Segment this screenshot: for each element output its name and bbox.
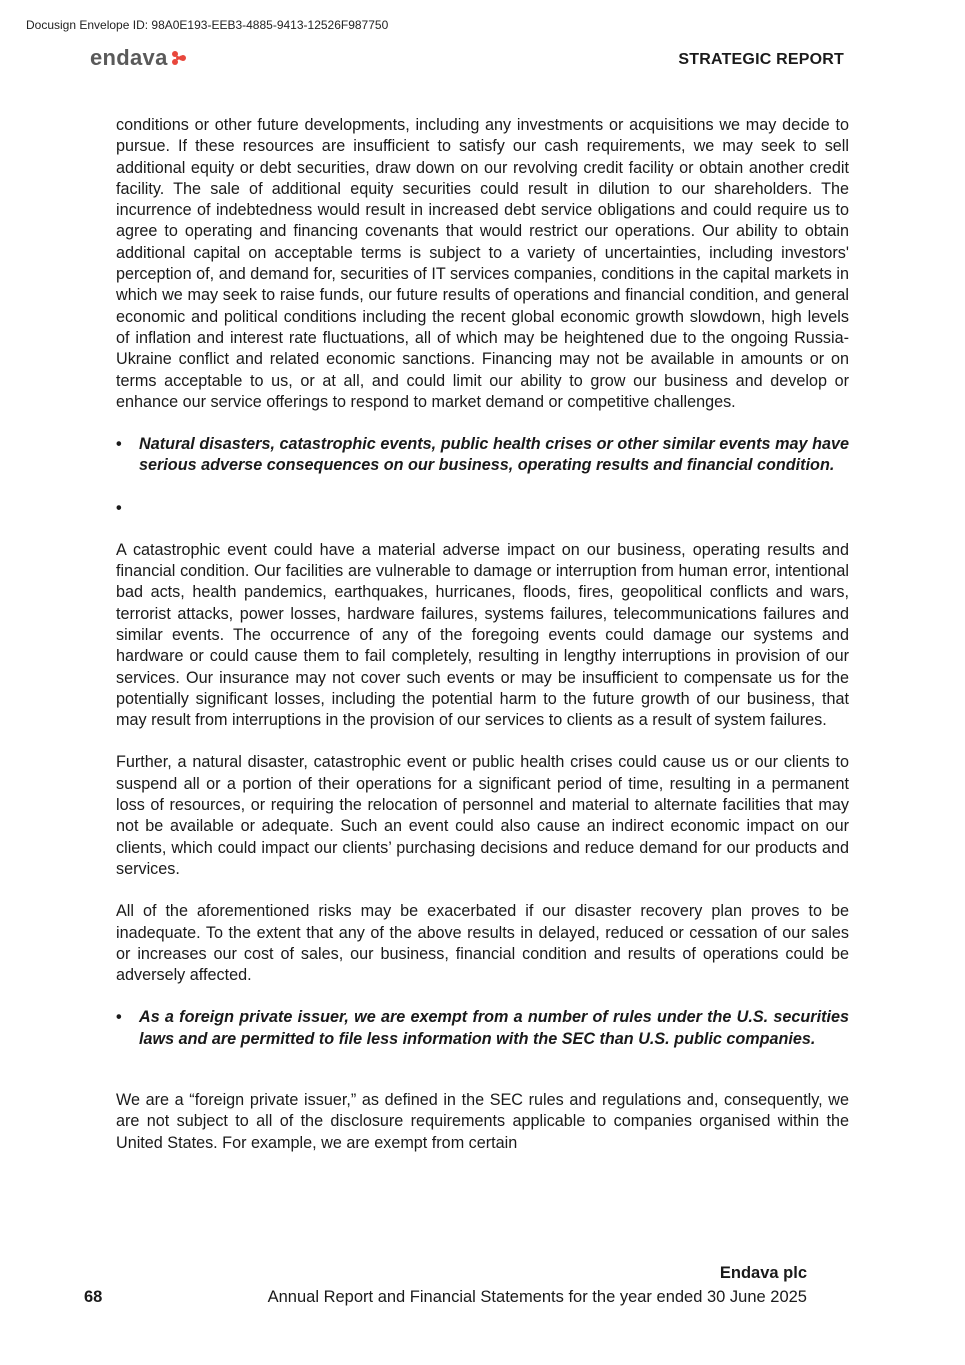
- bullet-icon: •: [116, 435, 122, 454]
- page-content: [116, 115, 849, 1154]
- paragraph-catastrophic-event: A catastrophic event could have a material adverse impact on our business, operating results and financial condition. Our facilities are vulnerable to damage or interruption from human error, intentional bad acts, health pandemics, earthquakes, hurricanes, floods, fires, geopolitical conflicts and wars, terrorist attacks, power losses, hardware failures, systems failures, telecommunications failures and similar events. The occurrence of any of the foregoing events could damage our systems and hardware or could cause them to fail completely, resulting in lengthy interruptions in provision of our services. Our insurance may not cover such events or may be insufficient to compensate us for the potentially significant losses, including the potential harm to the future growth of our business, that may result from interruptions in the provision of our services to clients as a result of system failures.: [116, 540, 849, 730]
- logo-wordmark: endava: [90, 45, 168, 70]
- paragraph-disaster-recovery: All of the aforementioned risks may be exacerbated if our disaster recovery plan proves to be inadequate. To the extent that any of the above results in delayed, reduced or cessation of our sales or increases our cost of sales, our business, financial condition and results of operations could be adversely affected.: [116, 902, 849, 985]
- section-title: STRATEGIC REPORT: [678, 51, 844, 68]
- risk-heading-natural-disasters: [116, 434, 849, 477]
- paragraph-capital-requirements: conditions or other future developments, including any investments or acquisitions we may decide to pursue. If these resources are insufficient to satisfy our cash requirements, we may seek to sell additional equity or debt securities, draw down on our revolving credit facility or obtain another credit facility. The sale of additional equity securities could result in dilution to our shareholders. The incurrence of indebtedness would result in increased debt service obligations and could require us to agree to operating and financing covenants that would restrict our operations. Our ability to obtain additional capital on acceptable terms is subject to a variety of uncertainties, including investors' perception of, and demand for, securities of IT services companies, conditions in the capital markets in which we may seek to raise funds, our future results of operations and financial condition, and general economic and political conditions including the recent global economic growth slowdown, high levels of inflation and interest rate fluctuations, all of which may be heightened due to the ongoing Russia-Ukraine conflict and related economic sanctions. Financing may not be available in amounts or on terms acceptable to us, or at all, and could limit our ability to grow our business and develop or enhance our service offerings to respond to market demand or competitive challenges.: [116, 116, 849, 411]
- endava-logo: [90, 45, 187, 71]
- page-number: 68: [84, 1288, 103, 1306]
- risk-heading-text: As a foreign private issuer, we are exempt from a number of rules under the U.S. securities laws and are permitted to file less information with the SEC than U.S. public companies.: [139, 1008, 849, 1048]
- risk-heading-foreign-private-issuer: [116, 1007, 849, 1050]
- bullet-icon: •: [116, 498, 122, 517]
- docusign-envelope-id: Docusign Envelope ID: 98A0E193-EEB3-4885-9413-12526F987750: [26, 18, 389, 32]
- bullet-icon: •: [116, 1008, 122, 1027]
- endava-symbol-icon: [171, 50, 187, 66]
- empty-bullet: [116, 498, 849, 519]
- footer-report-title: Annual Report and Financial Statements for the year ended 30 June 2025: [267, 1288, 807, 1306]
- paragraph-suspend-operations: Further, a natural disaster, catastrophic event or public health crises could cause us or our clients to suspend all or a portion of their operations for a significant period of time, resulting in a permanent loss of resources, or requiring the relocation of personnel and material to alternate facilities that may not be available or adequate. Such an event could also cause an indirect economic impact on our clients, which could impact our clients’ purchasing decisions and reduce demand for our products and services.: [116, 753, 849, 878]
- footer-company-name: Endava plc: [719, 1264, 807, 1282]
- paragraph-foreign-private-issuer: We are a “foreign private issuer,” as defined in the SEC rules and regulations and, consequently, we are not subject to all of the disclosure requirements applicable to companies organised within the United States. For example, we are exempt from certain: [116, 1090, 849, 1152]
- risk-heading-text: Natural disasters, catastrophic events, public health crises or other similar events may have serious adverse consequences on our business, operating results and financial condition.: [139, 435, 849, 475]
